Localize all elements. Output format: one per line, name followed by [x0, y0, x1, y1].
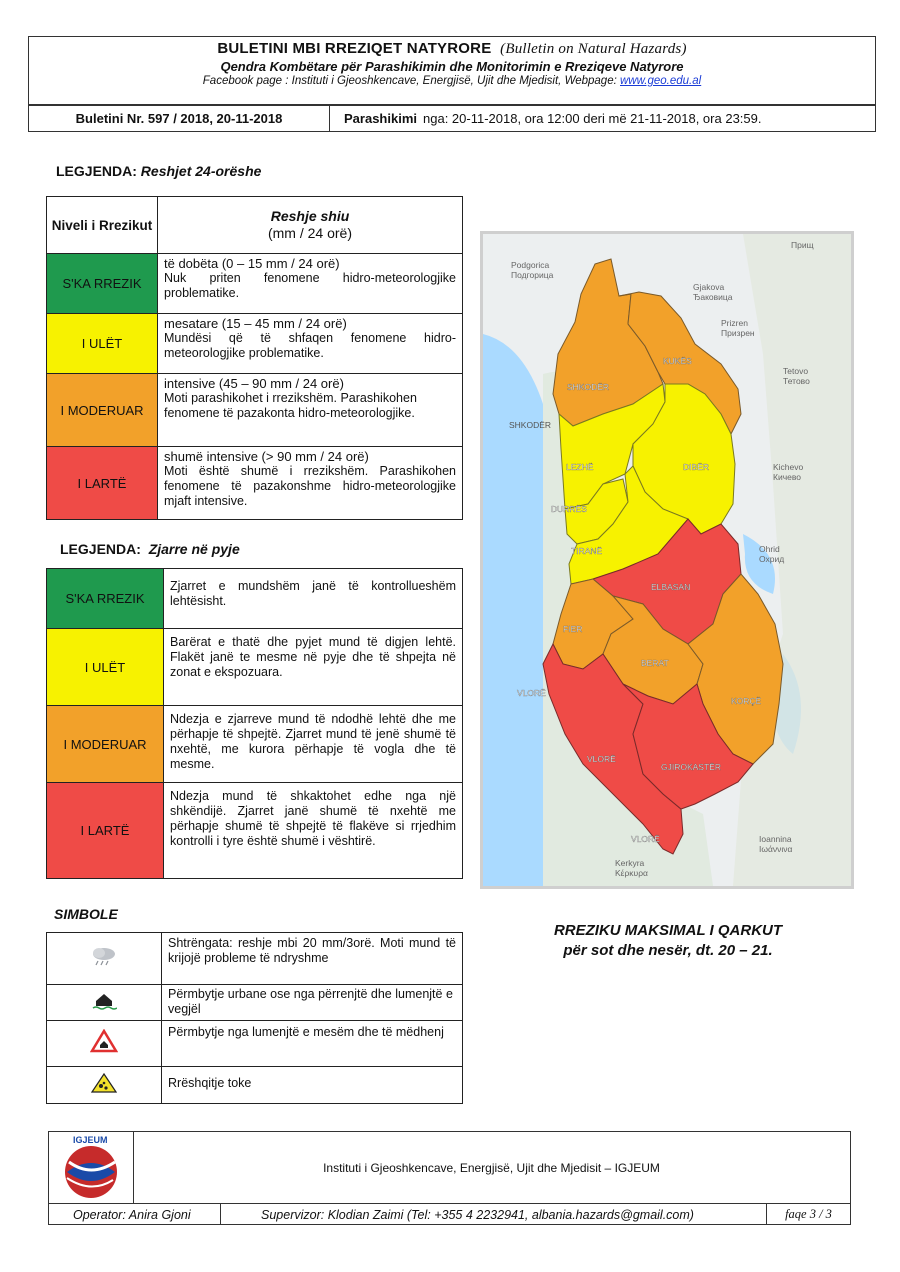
svg-text:IGJEUM: IGJEUM [73, 1135, 108, 1145]
fire-level-moderate: I MODERUAR [47, 706, 164, 783]
svg-text:Ιωάννινα: Ιωάννινα [759, 844, 793, 854]
bulletin-subtitle: Qendra Kombëtare për Parashikimin dhe Monitorimin e Rreziqeve Natyrore [220, 59, 684, 74]
label-vlore-south: VLORË [631, 834, 660, 844]
label-berat: BERAT [641, 658, 669, 668]
svg-text:Подгорица: Подгорица [511, 270, 554, 280]
svg-text:Κέρκυρα: Κέρκυρα [615, 868, 648, 878]
label-kukes: KUKËS [663, 356, 692, 366]
place-kicevo: Kichevo [773, 462, 804, 472]
svg-text:Тетово: Тетово [783, 376, 810, 386]
rain-level-high: I LARTË [47, 447, 158, 520]
legend-rain-title [56, 163, 261, 179]
fire-level-none: S'KA RREZIK [47, 569, 164, 629]
footer-signature-row [49, 1203, 850, 1225]
river-flood-icon [47, 1021, 162, 1067]
bulletin-info-row [28, 104, 876, 132]
storm-cloud-icon [47, 933, 162, 985]
fire-desc-none: Zjarret e mundshëm janë të kontrollueshëm lehtësisht. [164, 569, 463, 629]
igjeum-logo [49, 1132, 133, 1203]
legend-rain-subtitle: Reshjet 24-orëshe [140, 163, 262, 179]
rain-header-unit: (mm / 24 orë) [267, 225, 352, 241]
label-vlore-city: VLORË [517, 688, 546, 698]
footer-logo-cell [49, 1132, 134, 1203]
label-shkoder: SHKODËR [567, 382, 610, 392]
label-elbasan: ELBASAN [651, 582, 691, 592]
rain-desc-head: intensive (45 – 90 mm / 24 orë) [164, 376, 344, 391]
bulletin-number: Buletini Nr. 597 / 2018, 20-11-2018 [29, 105, 330, 131]
legend-fire-subtitle: Zjarre në pyje [148, 541, 240, 557]
rain-desc-text: Nuk priten fenomene hidro-meteorologjike problematike. [164, 271, 456, 300]
fire-desc-moderate: Ndezja e zjarreve mund të ndodhë lehtë dhe me përhapje të shpejtë. Zjarret mund të jenë shumë të nxehtë, me kurora përhapje të vogla dhe të mesme. [164, 706, 463, 783]
webpage-link[interactable]: www.geo.edu.al [620, 75, 702, 87]
fire-level-high: I LARTË [47, 783, 164, 879]
place-tetovo: Tetovo [783, 366, 809, 376]
rain-level-none: S'KA RREZIK [47, 254, 158, 314]
place-kerkyra: Kerkyra [615, 858, 645, 868]
symbol-river-flood-text: Përmbytje nga lumenjtë e mesëm dhe të mëdhenj [162, 1021, 463, 1067]
facebook-text: Facebook page : Instituti i Gjeoshkencave, Energjisë, Ujit dhe Mjedisit, Webpage: [202, 75, 617, 87]
symbol-urban-flood-text: Përmbytje urbane ose nga përrenjtë dhe lumenjtë e vegjël [162, 985, 463, 1021]
bulletin-header [28, 36, 876, 106]
legend-rain-label: LEGJENDA: [56, 163, 137, 179]
footer-page: faqe 3 / 3 [785, 1207, 832, 1221]
rain-level-low: I ULËT [47, 314, 158, 374]
bulletin-title: BULETINI MBI RREZIQET NATYRORE [217, 40, 492, 57]
svg-text:Кичево: Кичево [773, 472, 802, 482]
label-gjirokaster: GJIROKASTËR [661, 762, 721, 772]
rain-level-moderate: I MODERUAR [47, 374, 158, 447]
label-diber: DIBËR [683, 462, 709, 472]
symbol-landslide-text: Rrëshqitje toke [162, 1067, 463, 1104]
rain-desc-text: Moti është shumë i rrezikshëm. Parashikohen fenomene të pazakonshme hidro-meteorologjike mjaft intensive. [164, 464, 456, 508]
svg-text:Призрен: Призрен [721, 328, 755, 338]
place-ioannina: Ioannina [759, 834, 792, 844]
level-column-header: Niveli i Rrezikut [47, 197, 158, 254]
label-tirane: TIRANË [571, 546, 603, 556]
risk-map [480, 231, 854, 889]
rain-desc-none [158, 254, 463, 314]
footer-institute: Instituti i Gjeoshkencave, Energjisë, Ujit dhe Mjedisit – IGJEUM [323, 1160, 660, 1175]
map-caption [492, 921, 844, 961]
symbol-storm-text: Shtrëngata: reshje mbi 20 mm/3orë. Moti mund të krijojë probleme të ndryshme [162, 933, 463, 985]
legend-fire-table [46, 568, 463, 879]
svg-text:Ђаковица: Ђаковица [693, 292, 733, 302]
footer-supervisor: Supervizor: Klodian Zaimi (Tel: +355 4 2232941, albania.hazards@gmail.com) [221, 1204, 767, 1225]
rain-desc-moderate [158, 374, 463, 447]
fire-desc-low: Barërat e thatë dhe pyjet mund të digjen lehtë. Flakët janë te mesme në pyje dhe të shpejta në zonat e ekspozuara. [164, 629, 463, 706]
forecast-period: nga: 20-11-2018, ora 12:00 deri më 21-11-2018, ora 23:59. [423, 110, 762, 126]
place-ohrid: Ohrid [759, 544, 780, 554]
footer-operator: Operator: Anira Gjoni [49, 1204, 221, 1225]
rain-header-title: Reshje shiu [270, 208, 350, 224]
label-fier: FIER [563, 624, 583, 634]
fire-desc-high: Ndezja mund të shkaktohet edhe nga një shkëndijë. Zjarret janë shumë të nxehtë me përhapje shumë të shpejtë të flakëve si rrjedhim kontrolli i tyre është shumë i vështirë. [164, 783, 463, 879]
rain-desc-text: Mundësi që të shfaqen fenomene hidro-meteorologjike problematike. [164, 331, 456, 360]
map-caption-line1: RREZIKU MAKSIMAL I QARKUT [553, 922, 783, 939]
rain-desc-high [158, 447, 463, 520]
bulletin-title-en: (Bulletin on Natural Hazards) [500, 41, 687, 57]
rain-desc-text: Moti parashikohet i rrezikshëm. Parashikohen fenomene të pazakonta hidro-meteorologjike. [164, 391, 417, 420]
label-vlore: VLORË [587, 754, 616, 764]
place-podgorica: Podgorica [511, 260, 550, 270]
label-shkoder-city: SHKODËR [509, 420, 552, 430]
symbols-table [46, 932, 463, 1104]
rain-desc-head: shumë intensive (> 90 mm / 24 orë) [164, 449, 369, 464]
place-gjakova: Gjakova [693, 282, 725, 292]
forecast-label: Parashikimi [344, 110, 417, 126]
svg-text:Охрид: Охрид [759, 554, 785, 564]
rain-desc-low [158, 314, 463, 374]
place-prizren: Prizren [721, 318, 748, 328]
fire-level-low: I ULËT [47, 629, 164, 706]
footer [48, 1131, 851, 1225]
legend-rain-table [46, 196, 463, 520]
legend-fire-title [60, 541, 240, 557]
label-korce: KORÇË [731, 696, 762, 706]
label-durres: DURRËS [551, 504, 587, 514]
symbols-title: SIMBOLE [54, 906, 118, 922]
rain-desc-head: mesatare (15 – 45 mm / 24 orë) [164, 316, 347, 331]
urban-flood-icon [47, 985, 162, 1021]
legend-fire-label: LEGJENDA: [60, 541, 141, 557]
label-lezhe: LEZHË [566, 462, 594, 472]
rain-desc-head: të dobëta (0 – 15 mm / 24 orë) [164, 256, 340, 271]
landslide-icon [47, 1067, 162, 1104]
place-pristina: Прищ [791, 240, 814, 250]
rain-column-header [158, 197, 463, 254]
map-caption-line2: për sot dhe nesër, dt. 20 – 21. [563, 942, 773, 959]
